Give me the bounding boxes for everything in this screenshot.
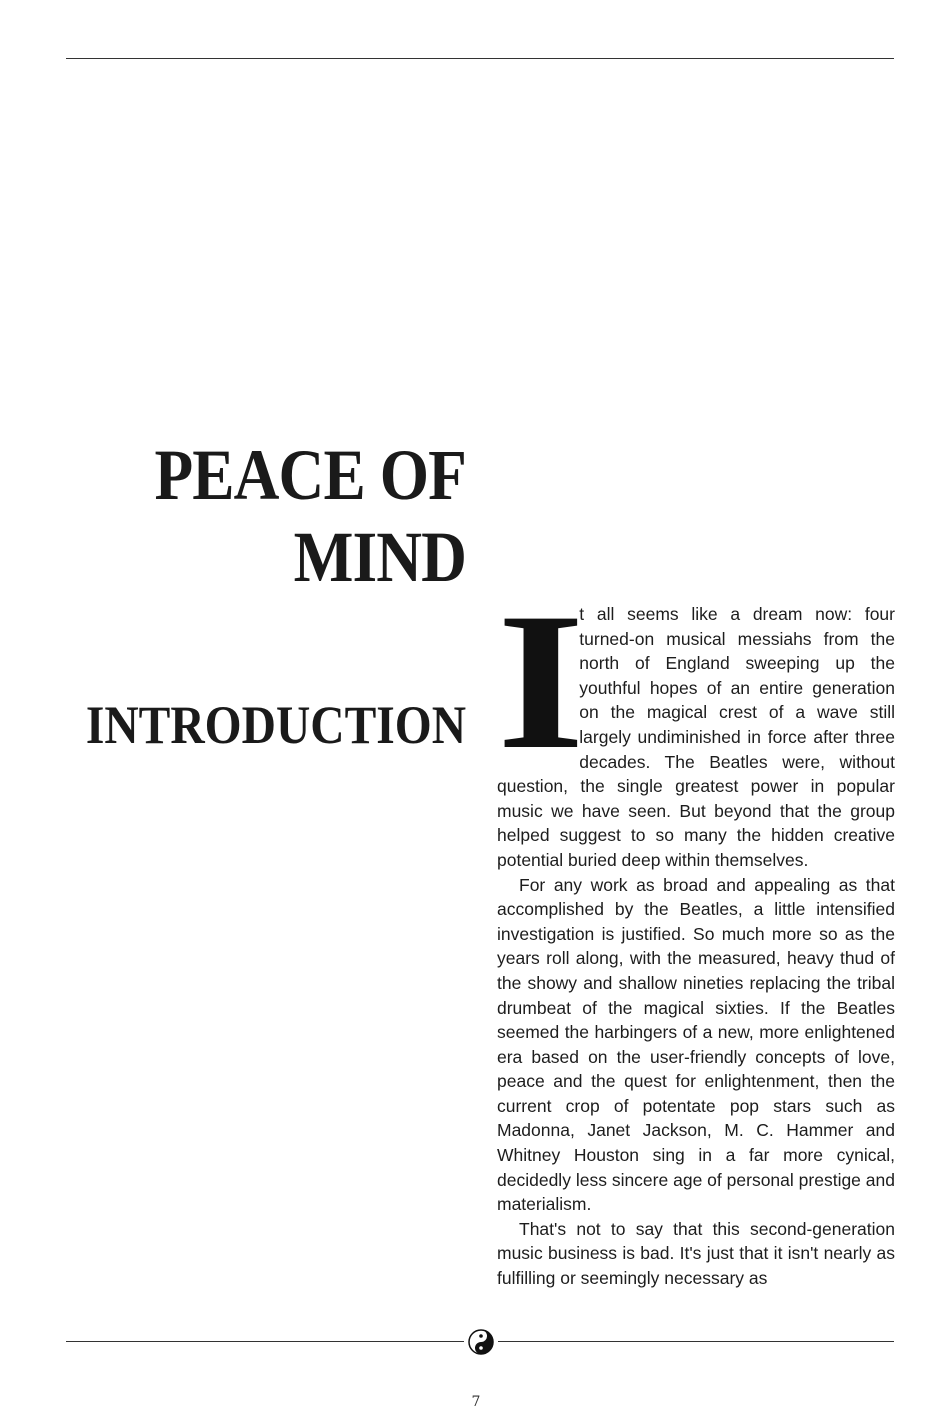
paragraph-1 bbox=[497, 573, 895, 873]
top-rule bbox=[66, 58, 894, 59]
paragraph-2: For any work as broad and appealing as that accomplished by the Beatles, a little intensified investigation is justified. So much more so as the years roll along, with the measured, heavy thud of the showy and shallow nineties replacing the tribal drumbeat of the magical sixties. If the Beatles seemed the harbingers of a new, more enlightened era based on the user-friendly concepts of love, peace and the quest for enlightenment, then the current crop of potentate pop stars such as Madonna, Janet Jackson, M. C. Hammer and Whitney Houston sing in a far more cynical, decidedly less sincere age of personal prestige and materialism. bbox=[497, 874, 895, 1215]
paragraph-3: That's not to say that this second-generation music business is bad. It's just that it isn't nearly as fulfilling or seemingly necessary as bbox=[497, 1218, 895, 1289]
chapter-title bbox=[154, 434, 466, 598]
title-line-2: MIND bbox=[293, 517, 466, 597]
page-number: 7 bbox=[471, 1394, 481, 1410]
bottom-rule-left bbox=[66, 1341, 464, 1342]
paragraph-1-text: t all seems like a dream now: four turned-on musical messiahs from the north of England sweeping up the youthful hopes of an entire generation on the magical crest of a wave still largely undiminished in force after three decades. The Beatles were, without question, the single greatest power in popular music we have seen. But beyond that the group helped suggest to so many the hidden creative potential buried deep within themselves. bbox=[497, 604, 895, 870]
title-line-1: PEACE OF bbox=[154, 435, 466, 515]
section-heading: INTRODUCTION bbox=[85, 695, 466, 755]
yin-yang-icon bbox=[467, 1328, 495, 1356]
bottom-rule-right bbox=[498, 1341, 894, 1342]
drop-cap: I bbox=[497, 573, 585, 790]
body-text bbox=[497, 573, 895, 1291]
